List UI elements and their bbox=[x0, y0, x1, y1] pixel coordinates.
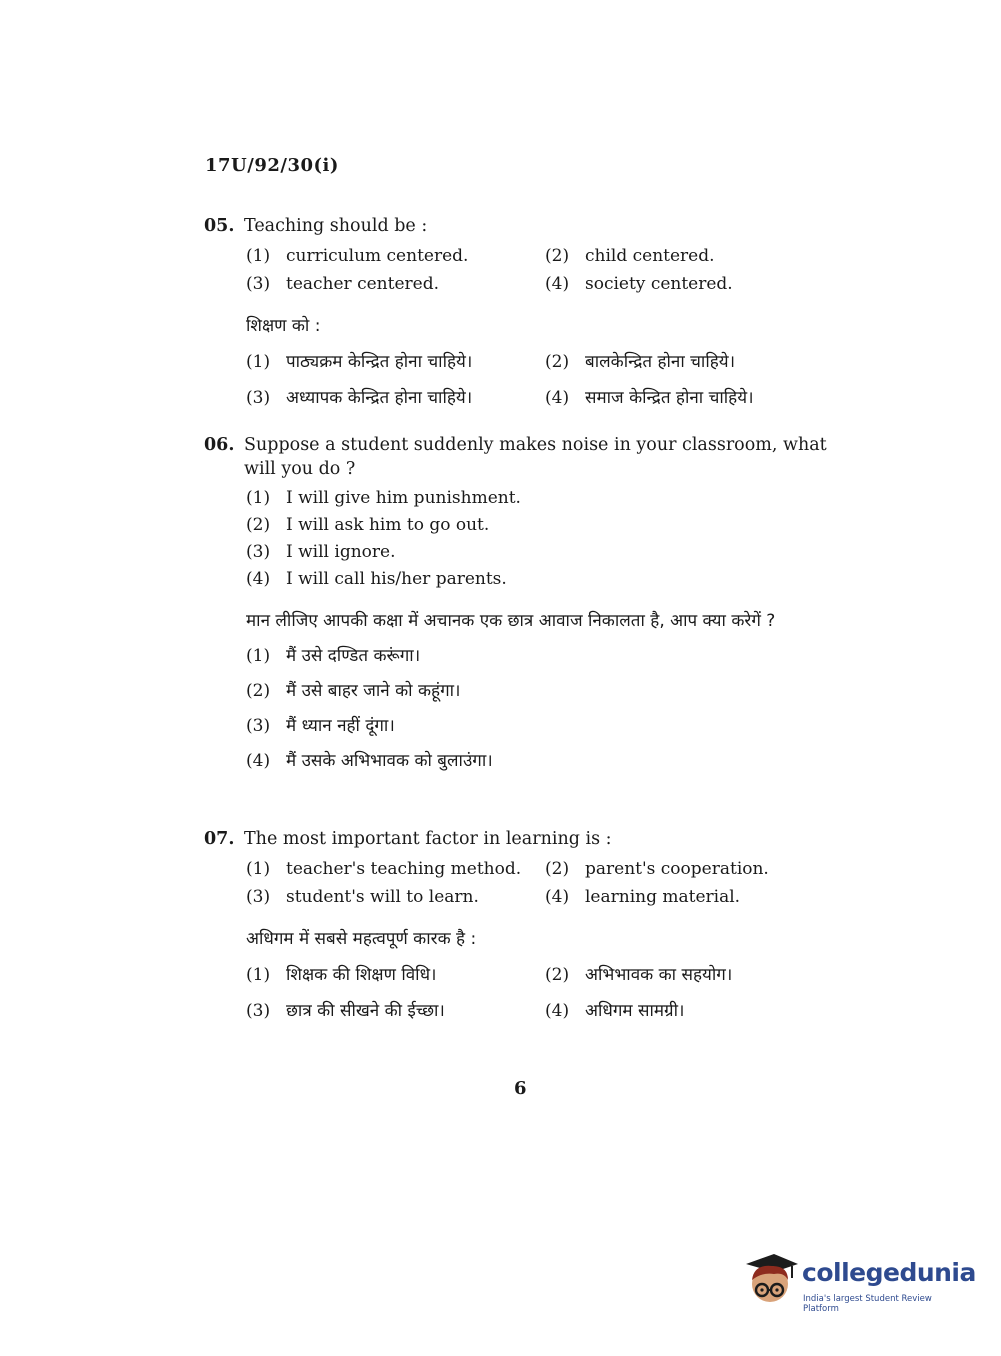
option-1: (1) teacher's teaching method. bbox=[246, 859, 522, 879]
question-number: 07. bbox=[204, 829, 235, 849]
hindi-option-2: (2) मैं उसे बाहर जाने को कहूंगा। bbox=[246, 681, 461, 701]
hindi-option-1: (1) मैं उसे दण्डित करूंगा। bbox=[246, 646, 421, 666]
question-text: Teaching should be : bbox=[244, 216, 428, 236]
hindi-option-4: (4) अधिगम सामग्री। bbox=[545, 1001, 685, 1021]
option-4: (4) I will call his/her parents. bbox=[246, 569, 507, 589]
hindi-option-2: (2) अभिभावक का सहयोग। bbox=[545, 965, 733, 985]
option-3: (3) teacher centered. bbox=[246, 274, 439, 294]
option-2: (2) I will ask him to go out. bbox=[246, 515, 490, 535]
hindi-option-4: (4) समाज केन्द्रित होना चाहिये। bbox=[545, 388, 754, 408]
option-2: (2) child centered. bbox=[545, 246, 715, 266]
question-number: 06. bbox=[204, 435, 235, 455]
question-text: The most important factor in learning is : bbox=[244, 829, 612, 849]
collegedunia-watermark bbox=[740, 1250, 976, 1320]
brand-name: collegedunia bbox=[802, 1258, 976, 1287]
hindi-question-text: मान लीजिए आपकी कक्षा में अचानक एक छात्र आवाज निकालता है, आप क्या करेगें ? bbox=[246, 611, 776, 631]
hindi-option-3: (3) मैं ध्यान नहीं दूंगा। bbox=[246, 716, 395, 736]
question-text: Suppose a student suddenly makes noise in your classroom, what will you do ? bbox=[244, 435, 827, 479]
hindi-option-3: (3) छात्र की सीखने की ईच्छा। bbox=[246, 1001, 445, 1021]
brand-tagline: India's largest Student Review Platform bbox=[803, 1294, 932, 1314]
option-1: (1) I will give him punishment. bbox=[246, 488, 521, 508]
question-06 bbox=[204, 433, 844, 779]
hindi-option-2: (2) बालकेन्द्रित होना चाहिये। bbox=[545, 352, 736, 372]
question-05 bbox=[204, 214, 844, 416]
hindi-option-3: (3) अध्यापक केन्द्रित होना चाहिये। bbox=[246, 388, 473, 408]
hindi-option-1: (1) पाठ्यक्रम केन्द्रित होना चाहिये। bbox=[246, 352, 473, 372]
hindi-question-text: अधिगम में सबसे महत्वपूर्ण कारक है : bbox=[246, 929, 477, 949]
question-07 bbox=[204, 827, 844, 1029]
paper-code: 17U/92/30(i) bbox=[205, 155, 339, 176]
question-number: 05. bbox=[204, 216, 235, 236]
option-3: (3) student's will to learn. bbox=[246, 887, 479, 907]
hindi-option-4: (4) मैं उसके अभिभावक को बुलाउंगा। bbox=[246, 751, 493, 771]
hindi-question-text: शिक्षण को : bbox=[246, 316, 321, 336]
option-4: (4) society centered. bbox=[545, 274, 733, 294]
option-3: (3) I will ignore. bbox=[246, 542, 396, 562]
hindi-option-1: (1) शिक्षक की शिक्षण विधि। bbox=[246, 965, 437, 985]
option-2: (2) parent's cooperation. bbox=[545, 859, 769, 879]
option-4: (4) learning material. bbox=[545, 887, 741, 907]
page-number: 6 bbox=[514, 1078, 527, 1099]
mascot-icon bbox=[740, 1250, 802, 1312]
option-1: (1) curriculum centered. bbox=[246, 246, 469, 266]
